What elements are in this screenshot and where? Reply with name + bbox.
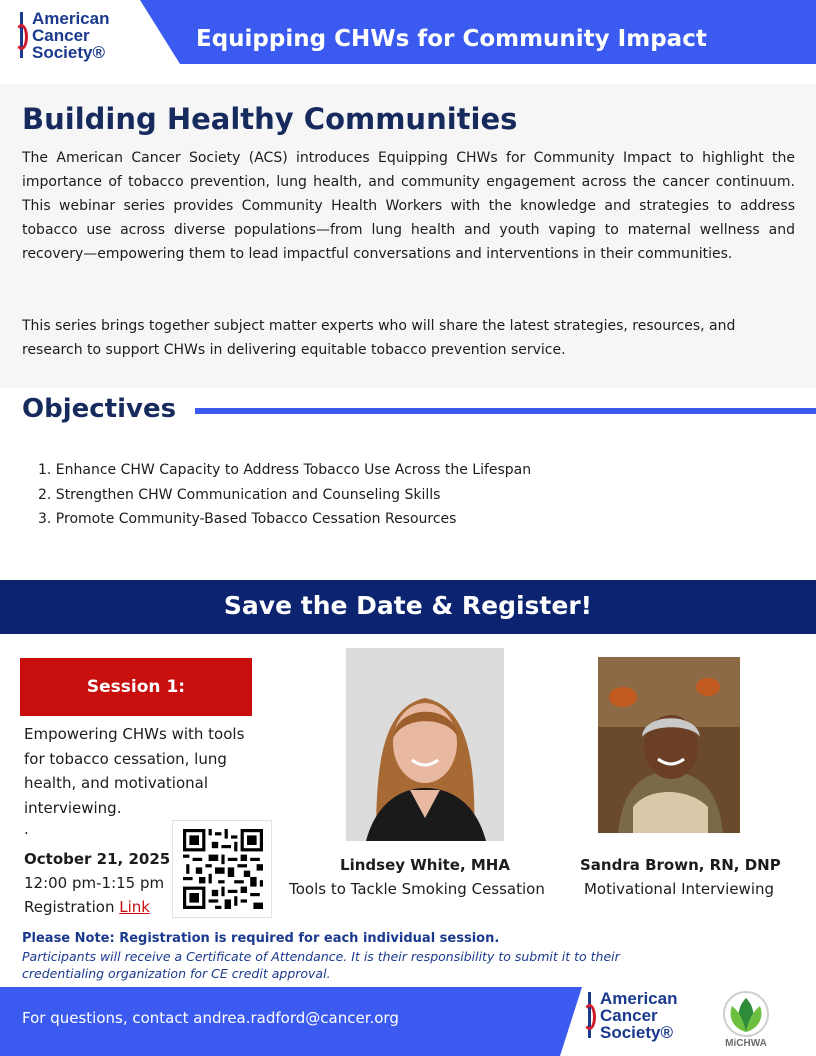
intro-paragraph-1: The American Cancer Society (ACS) introduces Equipping CHWs for Community Impact to highlight the importance of tobacco prevention, lung health, and community engagement across the cancer continuum. This webinar series provides Community Health Workers with the knowledge and strategies to address tobacco use across diverse populations—from lung health and youth vaping to maternal wellness and recovery—empowering them to lead impactful conversations and interventions in their communities. <box>22 150 795 262</box>
michwa-leaf-icon <box>718 990 774 1038</box>
intro-heading: Building Healthy Communities <box>22 102 518 136</box>
footer-contact: For questions, contact andrea.radford@cancer.org <box>22 1009 399 1027</box>
objective-item: 2. Strengthen CHW Communication and Counseling Skills <box>38 486 441 503</box>
acs-sword-icon <box>582 992 596 1040</box>
speaker-photo-sandra <box>598 657 740 833</box>
speaker-1-name: Lindsey White, MHA <box>340 856 510 874</box>
speaker-1-topic: Tools to Tackle Smoking Cessation <box>289 880 545 898</box>
save-the-date-band <box>0 580 816 634</box>
acs-logo <box>14 10 109 61</box>
logo-line-3: Society® <box>32 43 105 62</box>
session-label: Session 1: <box>86 677 186 697</box>
michwa-label: MiCHWA <box>725 1038 767 1049</box>
footer-logo-line-3: Society® <box>600 1023 673 1042</box>
speaker-2-topic: Motivational Interviewing <box>583 880 775 898</box>
session-dot: . <box>24 820 29 838</box>
logo-line-1: American <box>32 9 110 28</box>
footer-logo-line-1: American <box>600 989 678 1008</box>
speaker-photo-lindsey <box>346 648 504 841</box>
header <box>0 0 816 84</box>
qr-code-icon <box>183 829 263 909</box>
objective-item: 3. Promote Community-Based Tobacco Cessation Resources <box>38 511 457 527</box>
intro-section <box>0 84 816 388</box>
logo-line-2: Cancer <box>32 26 90 45</box>
objective-item: 1. Enhance CHW Capacity to Address Tobacco Use Across the Lifespan <box>38 462 532 478</box>
acs-footer-logo <box>582 990 677 1041</box>
session-time: 12:00 pm-1:15 pm <box>24 874 165 892</box>
registration-note-body: Participants will receive a Certificate of Attendance. It is their responsibility to submit it to their credentialing organization for CE credit approval. <box>22 949 620 981</box>
registration-note-title: Please Note: Registration is required for each individual session. <box>22 931 500 946</box>
acs-sword-icon <box>14 12 28 60</box>
objectives-title: Objectives <box>22 394 177 424</box>
session-badge <box>20 658 252 716</box>
session-date: October 21, 2025 <box>24 850 171 868</box>
footer-logo-line-2: Cancer <box>600 1006 658 1025</box>
intro-paragraph-2: This series brings together subject matter experts who will share the latest strategies, resources, and research to support CHWs in delivering equitable tobacco prevention service. <box>22 318 736 358</box>
session-description: Empowering CHWs with tools for tobacco cessation, lung health, and motivational interviewing. <box>24 725 245 817</box>
registration-link[interactable]: Link <box>119 898 150 916</box>
page-title: Equipping CHWs for Community Impact <box>196 26 707 52</box>
registration-qr-code[interactable] <box>172 820 272 918</box>
save-the-date-title: Save the Date & Register! <box>223 591 593 620</box>
speaker-2-name: Sandra Brown, RN, DNP <box>580 856 781 874</box>
michwa-logo <box>718 990 774 1054</box>
session-registration <box>24 898 150 916</box>
objectives-divider <box>195 408 816 414</box>
objectives-list <box>38 458 531 532</box>
registration-prefix: Registration <box>24 898 120 916</box>
